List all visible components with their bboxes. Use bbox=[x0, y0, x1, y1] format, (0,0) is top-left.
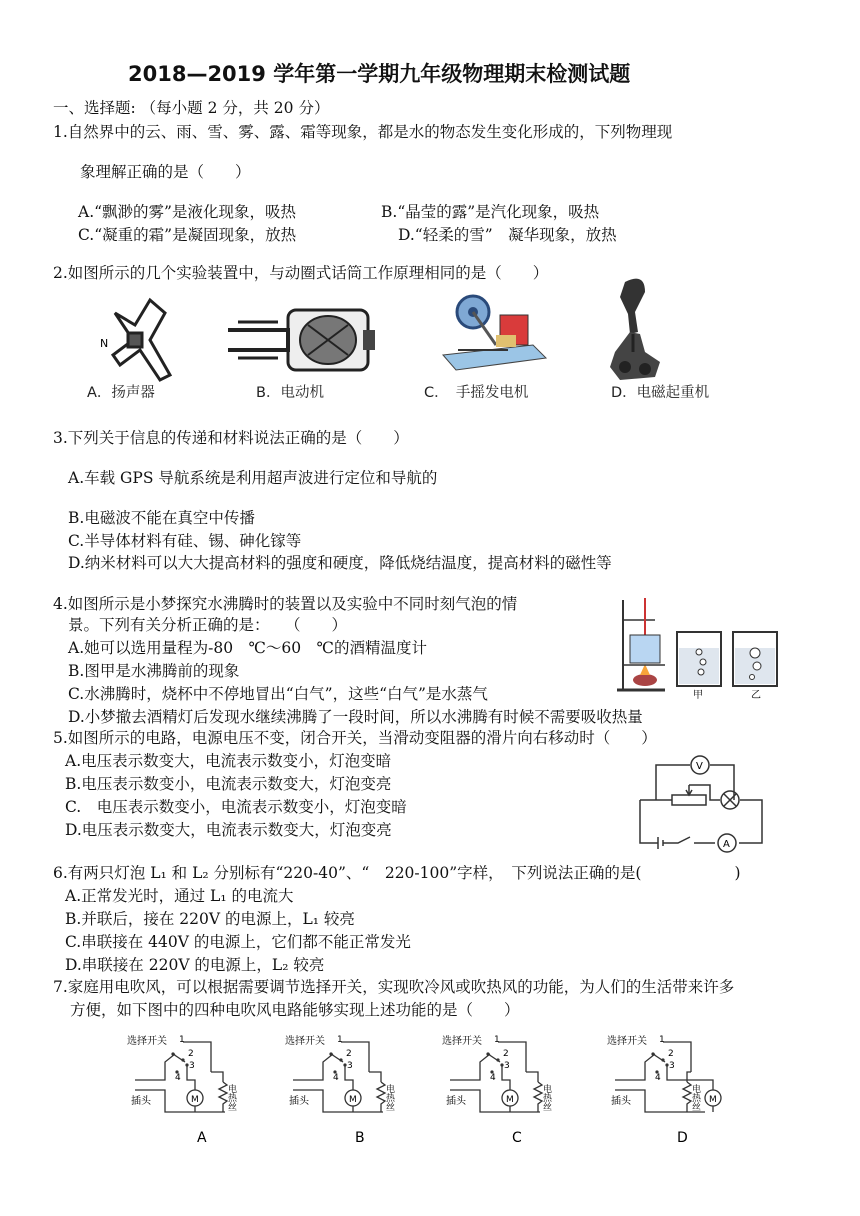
q1-option-b: B.“晶莹的露”是汽化现象，吸热 bbox=[381, 203, 600, 221]
plug-label: 插头 bbox=[131, 1096, 151, 1107]
electromagnet-crane-figure bbox=[600, 272, 675, 384]
switch-label: 选择开关 bbox=[607, 1036, 647, 1047]
switch-pos-4: 4 bbox=[333, 1073, 339, 1083]
hand-generator-figure bbox=[438, 290, 548, 375]
switch-pos-2: 2 bbox=[346, 1049, 352, 1059]
q4-stem: 4.如图所示是小梦探究水沸腾时的装置以及实验中不同时刻气泡的情 bbox=[53, 595, 518, 613]
motor-label: M bbox=[349, 1095, 357, 1105]
switch-label: 选择开关 bbox=[127, 1036, 167, 1047]
switch-pos-2: 2 bbox=[188, 1049, 194, 1059]
q4-option-b: B.图甲是水沸腾前的现象 bbox=[68, 662, 240, 680]
q2-option-d: D．电磁起重机 bbox=[611, 385, 710, 401]
q6-option-c: C.串联接在 440V 的电源上，它们都不能正常发光 bbox=[65, 933, 411, 951]
switch-pos-4: 4 bbox=[655, 1073, 661, 1083]
motor-label: M bbox=[709, 1095, 717, 1105]
voltmeter-label: V bbox=[696, 761, 703, 772]
plug-label: 插头 bbox=[611, 1096, 631, 1107]
q6-stem: 6.有两只灯泡 L₁ 和 L₂ 分别标有“220-40”、“ 220-100”字样， 下列说法正确的是( ) bbox=[53, 864, 741, 882]
q5-option-c: C. 电压表示数变小，电流表示数变小，灯泡变暗 bbox=[65, 798, 407, 816]
hairdryer-circuit-c bbox=[440, 1032, 575, 1147]
q2-option-b: B．电动机 bbox=[256, 385, 324, 401]
q6-option-a: A.正常发光时，通过 L₁ 的电流大 bbox=[65, 887, 294, 905]
q4-option-c: C.水沸腾时，烧杯中不停地冒出“白气”，这些“白气”是水蒸气 bbox=[68, 685, 488, 703]
q1-option-a: A.“飘渺的雾”是液化现象，吸热 bbox=[78, 203, 296, 221]
switch-pos-2: 2 bbox=[503, 1049, 509, 1059]
switch-pos-3: 3 bbox=[669, 1061, 675, 1071]
q4-option-a: A.她可以选用量程为-80 ℃～60 ℃的酒精温度计 bbox=[68, 639, 427, 657]
heater-label: 电热丝 bbox=[226, 1084, 236, 1111]
magnet-n-label: N bbox=[100, 337, 109, 350]
switch-label: 选择开关 bbox=[285, 1036, 325, 1047]
switch-pos-4: 4 bbox=[490, 1073, 496, 1083]
q5-stem: 5.如图所示的电路，电源电压不变，闭合开关，当滑动变阻器的滑片向右移动时（ ） bbox=[53, 729, 657, 747]
switch-pos-2: 2 bbox=[668, 1049, 674, 1059]
q3-option-a: A.车载 GPS 导航系统是利用超声波进行定位和导航的 bbox=[68, 469, 438, 487]
option-label: C bbox=[512, 1130, 522, 1146]
q4-option-d: D.小梦撤去酒精灯后发现水继续沸腾了一段时间，所以水沸腾有时候不需要吸收热量 bbox=[68, 708, 643, 726]
switch-pos-3: 3 bbox=[504, 1061, 510, 1071]
q3-option-d: D.纳米材料可以大大提高材料的强度和硬度，降低烧结温度，提高材料的磁性等 bbox=[68, 554, 612, 572]
q1-option-d: D.“轻柔的雪” 凝华现象，放热 bbox=[398, 226, 617, 244]
motor-label: M bbox=[506, 1095, 514, 1105]
switch-label: 选择开关 bbox=[442, 1036, 482, 1047]
switch-pos-1: 1 bbox=[337, 1035, 343, 1045]
plug-label: 插头 bbox=[289, 1096, 309, 1107]
q2-option-c: C． 手摇发电机 bbox=[424, 385, 529, 401]
q3-option-b: B.电磁波不能在真空中传播 bbox=[68, 509, 255, 527]
q5-option-a: A.电压表示数变大，电流表示数变小，灯泡变暗 bbox=[65, 752, 392, 770]
q4-stem-cont: 景。下列有关分析正确的是： （ ） bbox=[68, 616, 348, 634]
section-heading: 一、选择题: （每小题 2 分，共 20 分） bbox=[53, 99, 330, 117]
q5-option-d: D.电压表示数变大，电流表示数变大，灯泡变亮 bbox=[65, 821, 392, 839]
switch-pos-4: 4 bbox=[175, 1073, 181, 1083]
q6-option-b: B.并联后，接在 220V 的电源上，L₁ 较亮 bbox=[65, 910, 355, 928]
q5-circuit-figure bbox=[630, 755, 770, 855]
plug-label: 插头 bbox=[446, 1096, 466, 1107]
q3-option-c: C.半导体材料有硅、锡、砷化镓等 bbox=[68, 532, 302, 550]
switch-pos-3: 3 bbox=[347, 1061, 353, 1071]
label-yi: 乙 bbox=[751, 690, 761, 701]
speaker-figure bbox=[95, 295, 185, 385]
ammeter-label: A bbox=[723, 839, 730, 850]
heater-label: 电热丝 bbox=[690, 1084, 700, 1111]
q5-option-b: B.电压表示数变小，电流表示数变大，灯泡变亮 bbox=[65, 775, 392, 793]
heater-label: 电热丝 bbox=[541, 1084, 551, 1111]
label-jia: 甲 bbox=[693, 690, 703, 701]
page-title: 2018—2019 学年第一学期九年级物理期末检测试题 bbox=[128, 62, 631, 86]
option-label: D bbox=[677, 1130, 688, 1146]
option-label: B bbox=[355, 1130, 365, 1146]
q7-stem: 7.家庭用电吹风，可以根据需要调节选择开关，实现吹冷风或吹热风的功能，为人们的生活带来许多 bbox=[53, 978, 735, 996]
q7-stem-cont: 方便，如下图中的四种电吹风电路能够实现上述功能的是（ ） bbox=[70, 1001, 520, 1019]
hairdryer-circuit-b bbox=[283, 1032, 418, 1147]
switch-pos-1: 1 bbox=[659, 1035, 665, 1045]
switch-pos-3: 3 bbox=[189, 1061, 195, 1071]
q1-stem: 1.自然界中的云、雨、雪、雾、露、霜等现象，都是水的物态发生变化形成的，下列物理现 bbox=[53, 123, 673, 141]
hairdryer-circuit-d bbox=[605, 1032, 740, 1147]
heater-label: 电热丝 bbox=[384, 1084, 394, 1111]
q2-option-a: A．扬声器 bbox=[87, 385, 155, 401]
q1-option-c: C.“凝重的霜”是凝固现象，放热 bbox=[78, 226, 297, 244]
q2-stem: 2.如图所示的几个实验装置中，与动圈式话筒工作原理相同的是（ ） bbox=[53, 264, 549, 282]
hairdryer-circuit-a bbox=[125, 1032, 260, 1147]
motor-figure bbox=[228, 300, 378, 380]
q3-stem: 3.下列关于信息的传递和材料说法正确的是（ ） bbox=[53, 429, 409, 447]
motor-label: M bbox=[191, 1095, 199, 1105]
q6-option-d: D.串联接在 220V 的电源上，L₂ 较亮 bbox=[65, 956, 325, 974]
q1-stem-cont: 象理解正确的是（ ） bbox=[80, 163, 251, 181]
switch-pos-1: 1 bbox=[494, 1035, 500, 1045]
switch-pos-1: 1 bbox=[179, 1035, 185, 1045]
option-label: A bbox=[197, 1130, 207, 1146]
boiling-experiment-figure bbox=[605, 590, 785, 702]
